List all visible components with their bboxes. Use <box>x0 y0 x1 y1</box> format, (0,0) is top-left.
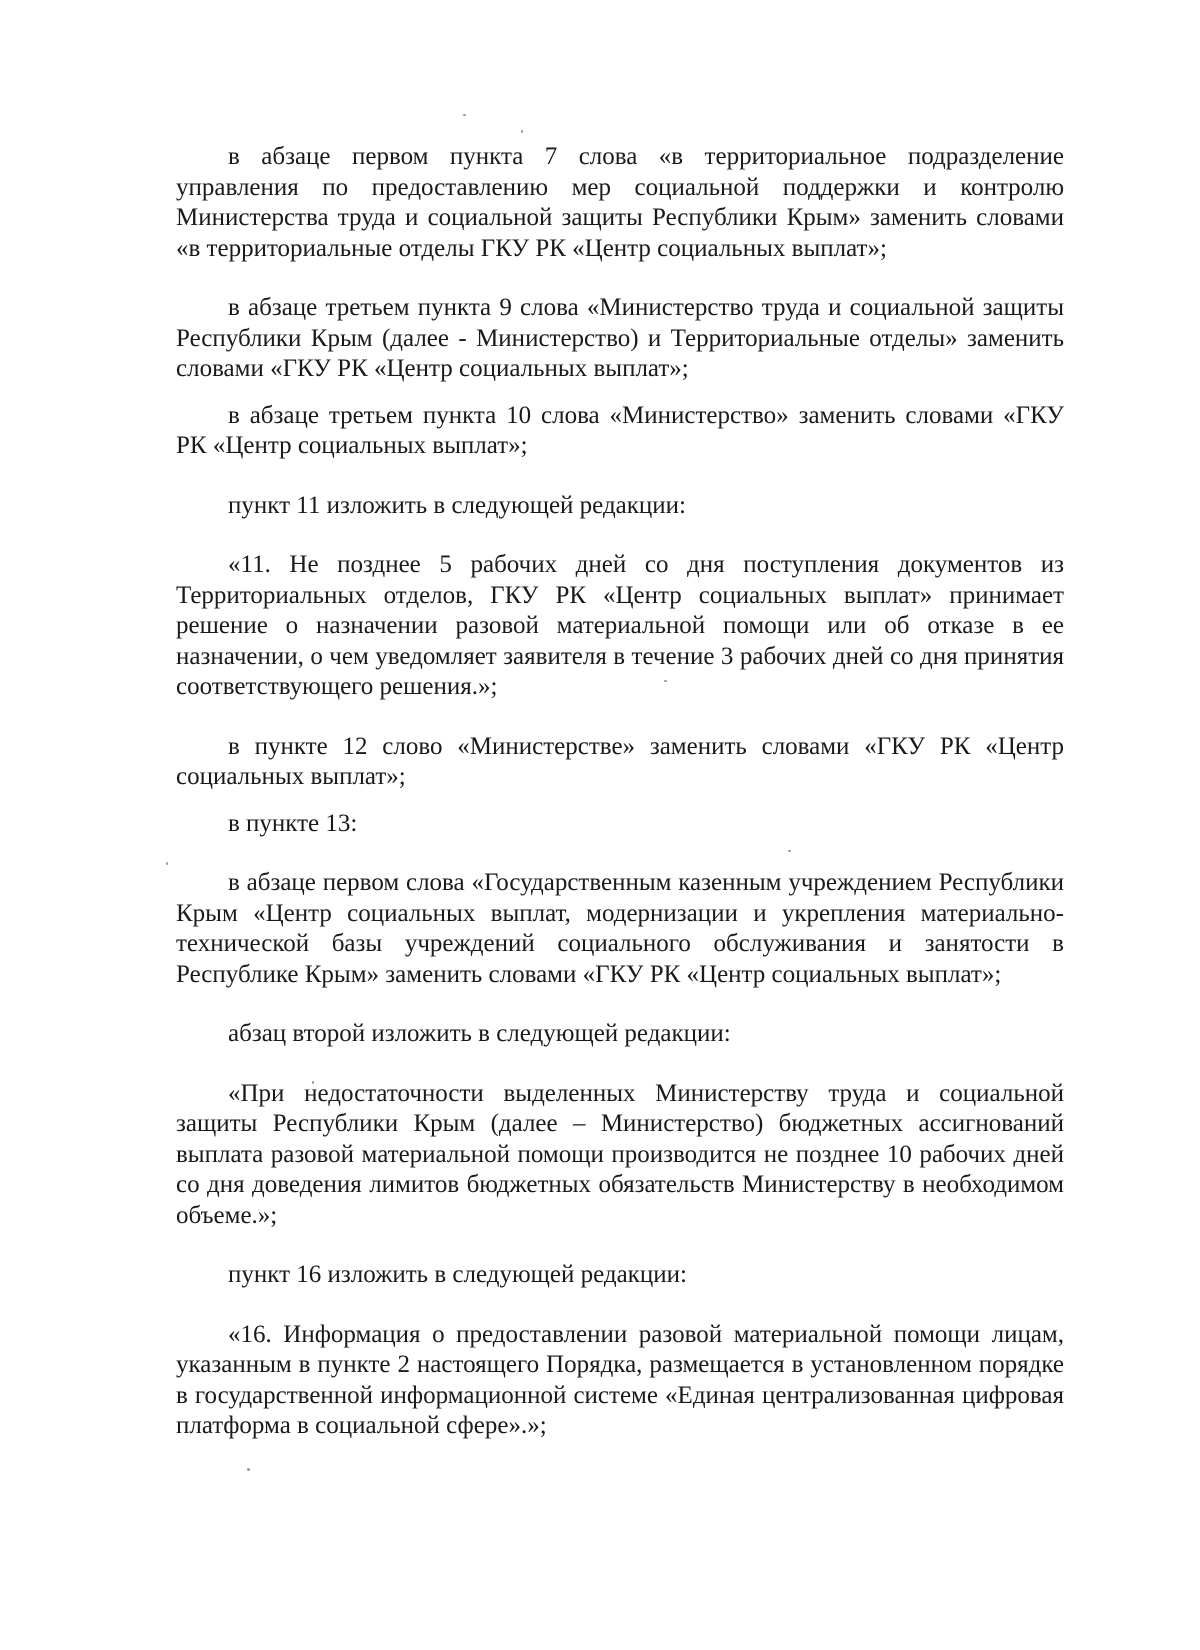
paragraph-item-13-second-intro: абзац второй изложить в следующей редакции: <box>228 1020 731 1047</box>
scan-speck <box>247 1468 250 1471</box>
paragraph-item-12-amendment: в пункте 12 слово «Министерстве» заменить словами «ГКУ РК «Центр социальных выплат»; <box>176 732 1064 790</box>
scan-speck <box>463 114 466 116</box>
document-body <box>176 142 1064 1442</box>
paragraph-item-11-intro: пункт 11 изложить в следующей редакции: <box>228 491 686 519</box>
paragraph-item-10-amendment: в абзаце третьем пункта 10 слова «Министерство» заменить словами «ГКУ РК «Центр социальных выплат»; <box>176 401 1064 459</box>
paragraph-item-9-amendment: в абзаце третьем пункта 9 слова «Министерство труда и социальной защиты Республики Крым (далее - Министерство) и Территориальные отделы» заменить словами «ГКУ РК «Центр социальных выплат»; <box>176 294 1064 382</box>
paragraph-item-16-text: «16. Информация о предоставлении разовой материальной помощи лицам, указанным в пункте 2 настоящего Порядка, размещается в установленном порядке в государственной информационной системе «Единая централизованная цифровая платформа в социальной сфере».»; <box>176 1320 1064 1439</box>
paragraph-item-16-intro: пункт 16 изложить в следующей редакции: <box>228 1261 687 1288</box>
paragraph-item-7-amendment: в абзаце первом пункта 7 слова «в территориальное подразделение управления по предоставлению мер социальной поддержки и контролю Министерства труда и социальной защиты Республики Крым» заменить словами «в территориальные отделы ГКУ РК «Центр социальных выплат»; <box>176 143 1064 262</box>
paragraph-item-11-text: «11. Не позднее 5 рабочих дней со дня поступления документов из Территориальных отделов, ГКУ РК «Центр социальных выплат» принимает решение о назначении разовой материальной помощи или об отказе в ее назначении, о чем уведомляет заявителя в течение 3 рабочих дней со дня принятия соответствующего решения.»; <box>176 551 1064 700</box>
paragraph-item-13-intro: в пункте 13: <box>228 809 358 837</box>
paragraph-item-13-first: в абзаце первом слова «Государственным казенным учреждением Республики Крым «Центр социальных выплат, модернизации и укрепления материально-технической базы учреждений социального обслуживания и занятости в Республике Крым» заменить словами «ГКУ РК «Центр социальных выплат»; <box>176 869 1064 988</box>
paragraph-item-13-second-text: «При недостаточности выделенных Министерству труда и социальной защиты Республики Крым (далее – Министерство) бюджетных ассигнований выплата разовой материальной помощи производится не позднее 10 рабочих дней со дня доведения лимитов бюджетных обязательств Министерству в необходимом объеме.»; <box>176 1079 1064 1229</box>
scan-speck <box>521 130 523 133</box>
scan-speck <box>166 862 168 865</box>
